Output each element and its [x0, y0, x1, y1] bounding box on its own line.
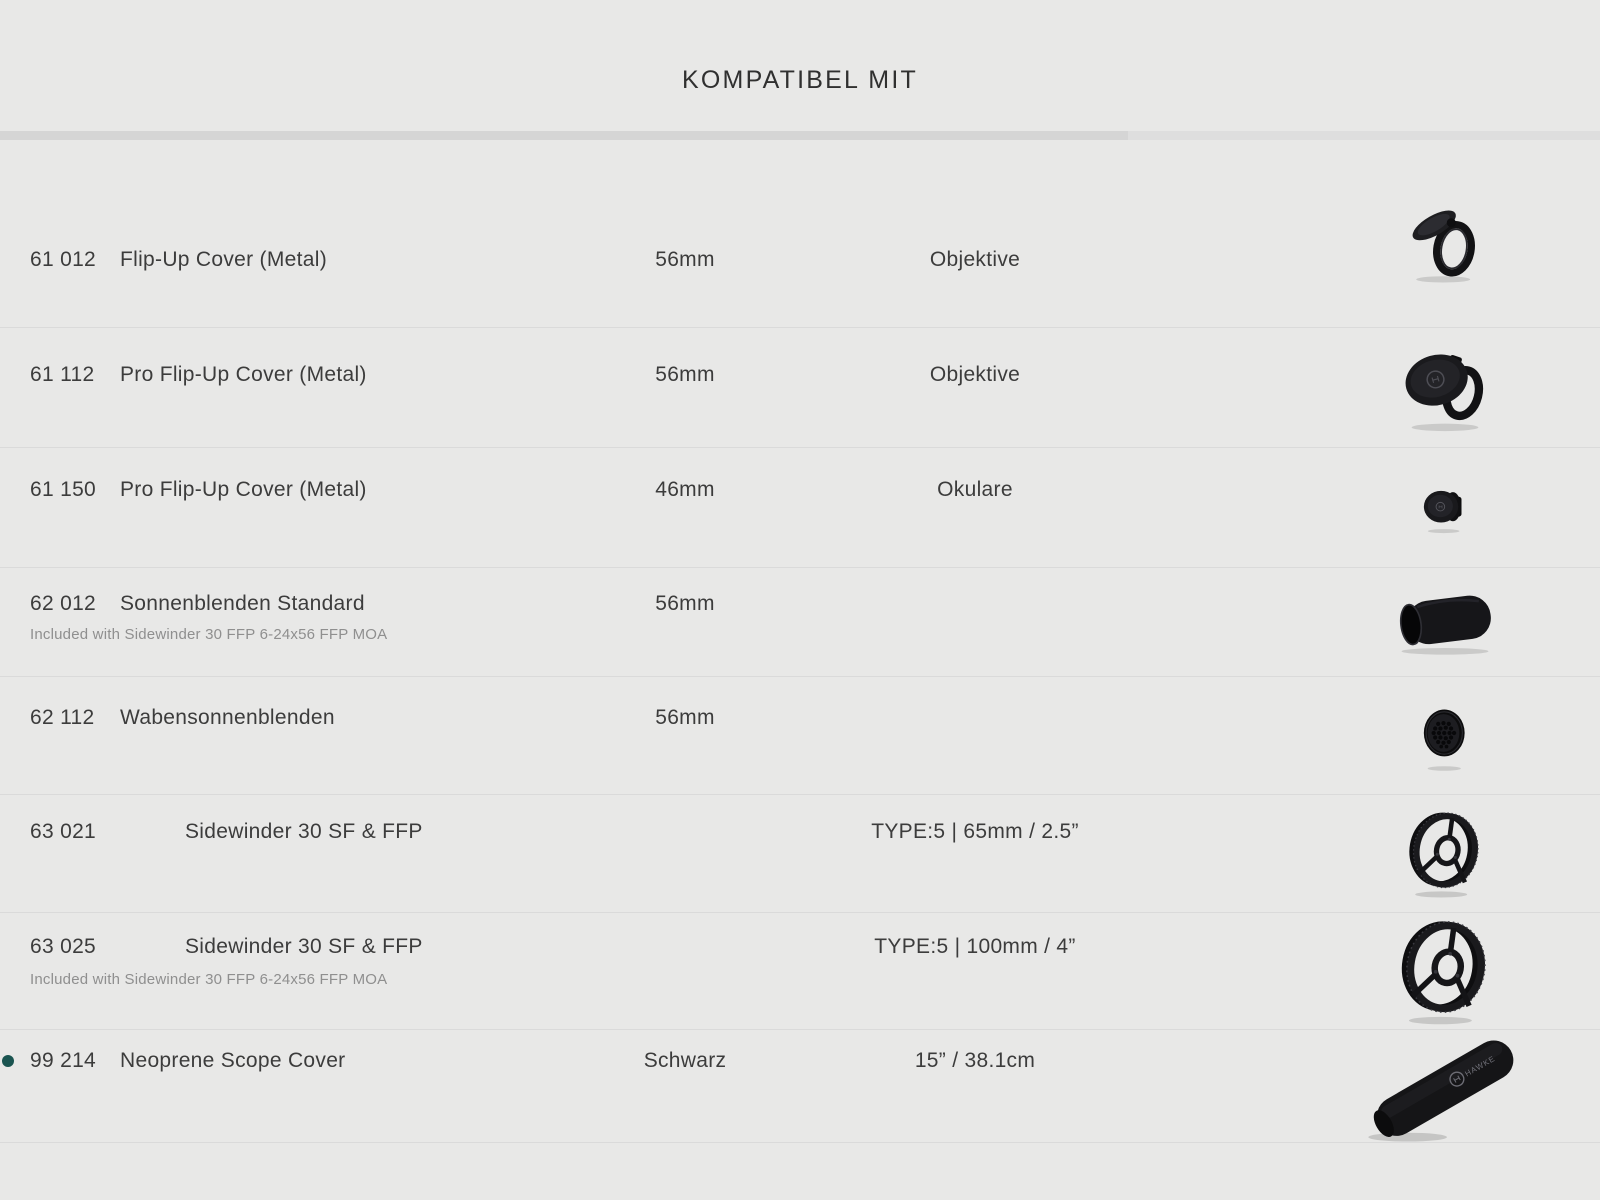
product-category: TYPE:5 | 65mm / 2.5”: [871, 820, 1079, 843]
product-code: 63 021: [30, 820, 97, 843]
product-name: Pro Flip-Up Cover (Metal): [120, 363, 367, 386]
product-name: Wabensonnenblenden: [120, 706, 335, 729]
product-size: 56mm: [655, 363, 715, 386]
neoprene-scope-cover-image: [1355, 1030, 1535, 1142]
product-note: Included with Sidewinder 30 FFP 6-24x56 FFP MOA: [30, 626, 388, 643]
product-name: Neoprene Scope Cover: [120, 1049, 346, 1072]
table-row[interactable]: [0, 795, 1600, 913]
table-row[interactable]: [0, 677, 1600, 795]
product-size: 46mm: [655, 478, 715, 501]
product-note: Included with Sidewinder 30 FFP 6-24x56 FFP MOA: [30, 971, 388, 988]
product-name: Sidewinder 30 SF & FFP: [185, 820, 423, 843]
table-row[interactable]: [0, 140, 1600, 328]
product-category: TYPE:5 | 100mm / 4”: [874, 935, 1076, 958]
product-code: 61 150: [30, 478, 97, 501]
product-name: Sidewinder 30 SF & FFP: [185, 935, 423, 958]
table-row[interactable]: [0, 448, 1600, 568]
product-category: 15” / 38.1cm: [914, 1049, 1036, 1072]
product-size: 56mm: [655, 248, 715, 271]
product-code: 62 012: [30, 592, 97, 615]
flip-up-cover-closed-image: [1355, 448, 1535, 567]
table-row[interactable]: [0, 913, 1600, 1030]
header-divider: [0, 131, 1600, 140]
product-category: Objektive: [929, 248, 1021, 271]
table-row[interactable]: [0, 1030, 1600, 1143]
product-category: Okulare: [937, 478, 1013, 501]
flip-up-cover-open-image: [1355, 140, 1535, 327]
pro-flip-up-cover-image: [1355, 328, 1535, 447]
table-row[interactable]: [0, 328, 1600, 448]
sunshade-tube-image: [1355, 568, 1535, 676]
honeycomb-sunshade-image: [1355, 677, 1535, 794]
compatibility-table: [0, 140, 1600, 1143]
product-name: Sonnenblenden Standard: [120, 592, 365, 615]
product-code: 63 025: [30, 935, 97, 958]
product-name: Pro Flip-Up Cover (Metal): [120, 478, 367, 501]
sidewinder-wheel-large-image: [1355, 913, 1535, 1029]
product-code: 99 214: [30, 1049, 97, 1072]
product-code: 62 112: [30, 706, 95, 729]
product-code: 61 112: [30, 363, 95, 386]
product-size: 56mm: [655, 592, 715, 615]
product-name: Flip-Up Cover (Metal): [120, 248, 327, 271]
sidewinder-wheel-small-image: [1355, 795, 1535, 912]
product-code: 61 012: [30, 248, 97, 271]
product-size: Schwarz: [643, 1049, 727, 1072]
product-category: Objektive: [929, 363, 1021, 386]
table-row[interactable]: [0, 568, 1600, 677]
product-size: 56mm: [655, 706, 715, 729]
page-title: KOMPATIBEL MIT: [682, 66, 918, 94]
section-header: [0, 0, 1600, 131]
